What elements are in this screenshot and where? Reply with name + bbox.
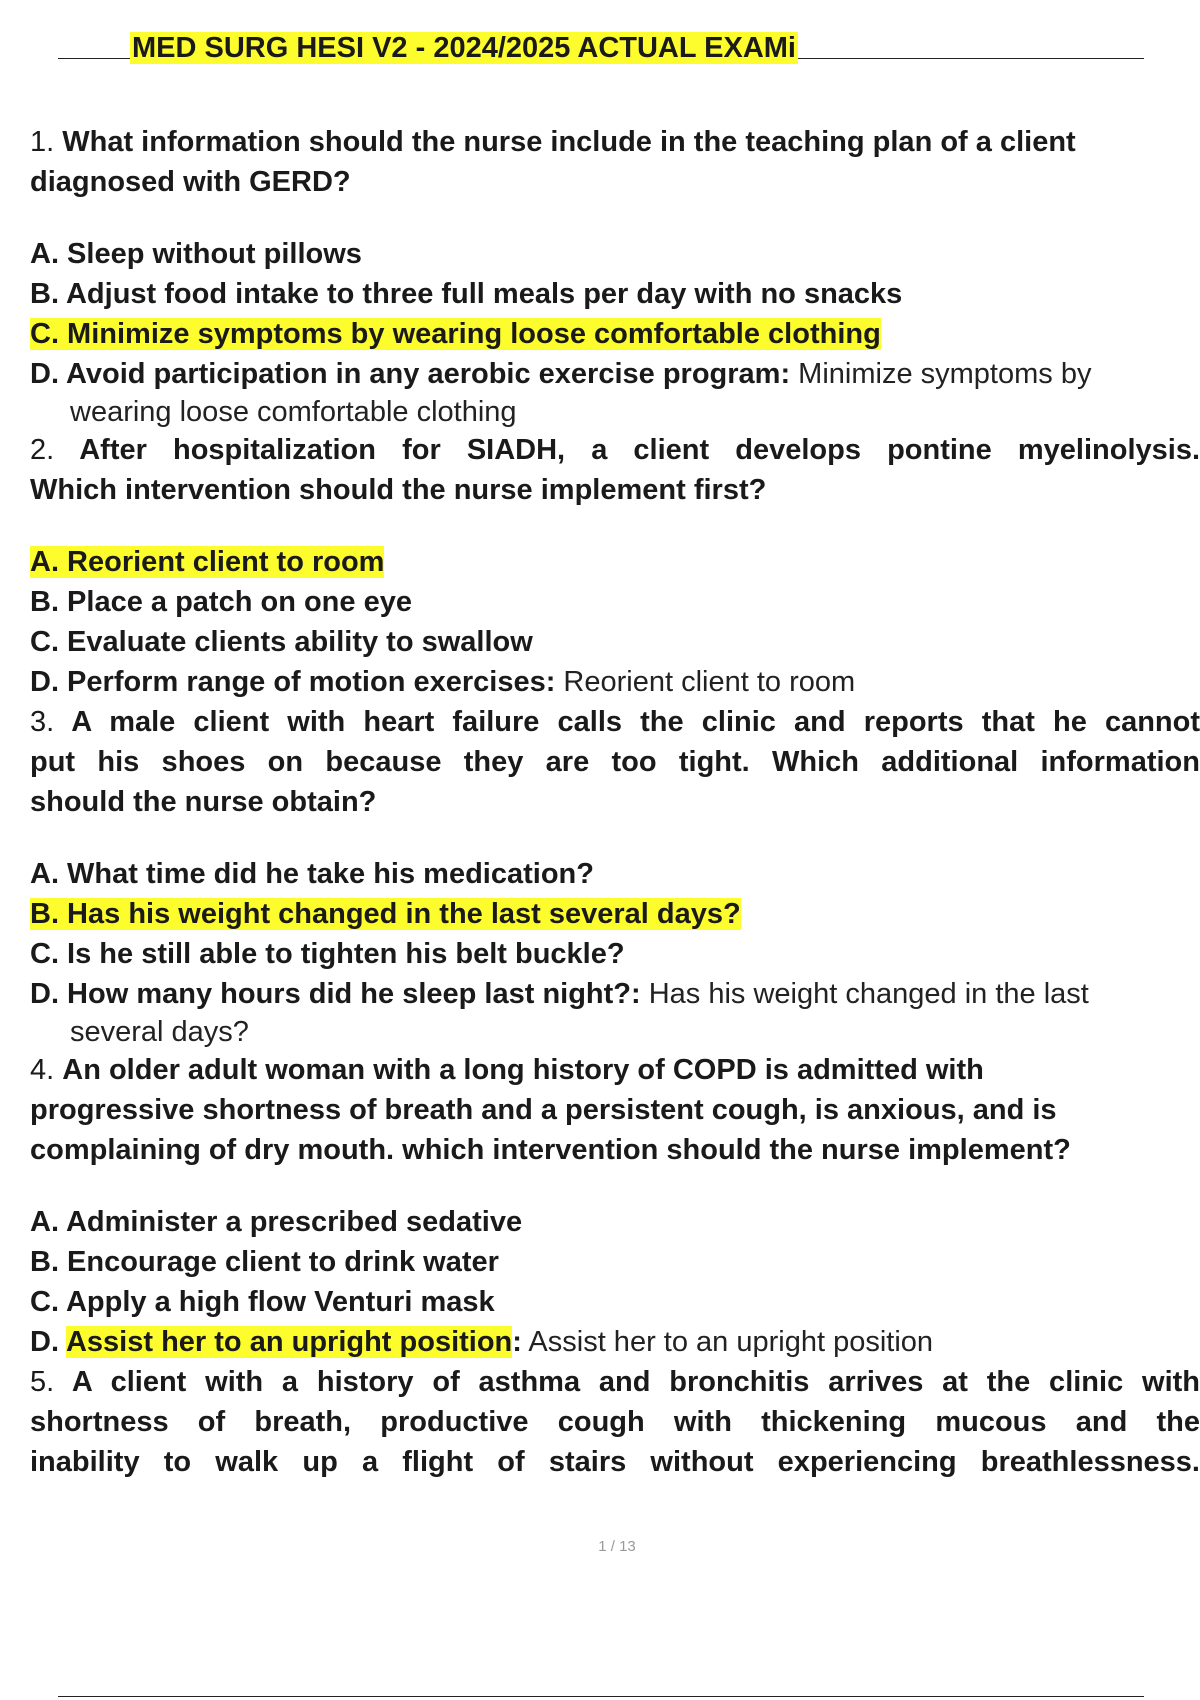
question-4-line-1: 4. An older adult woman with a long history of COPD is admitted with	[30, 1054, 984, 1086]
question-3	[30, 702, 1200, 1050]
document-header	[58, 30, 1144, 70]
option-c: C. Apply a high flow Venturi mask	[30, 1286, 495, 1318]
question-2-line-1: 2. After hospitalization for SIADH, a client develops pontine myelinolysis.	[30, 434, 1200, 466]
option-b: B. Encourage client to drink water	[30, 1246, 499, 1278]
option-d: D. Avoid participation in any aerobic exercise program: Minimize symptoms by	[30, 358, 1092, 390]
question-3-line-1: 3. A male client with heart failure calls the clinic and reports that he cannot	[30, 706, 1200, 738]
option-a: A. Sleep without pillows	[30, 238, 362, 270]
page-number: 1 / 13	[598, 1538, 636, 1555]
question-5-line-3: inability to walk up a flight of stairs without experiencing breathlessness.	[30, 1446, 1200, 1478]
option-b-correct: B. Has his weight changed in the last several days?	[30, 898, 741, 930]
option-c: C. Evaluate clients ability to swallow	[30, 626, 533, 658]
answer-text-continued: several days?	[70, 1016, 249, 1048]
option-b: B. Place a patch on one eye	[30, 586, 412, 618]
footer-rule	[58, 1696, 1144, 1697]
option-b: B. Adjust food intake to three full meals per day with no snacks	[30, 278, 903, 310]
question-4	[30, 1050, 1200, 1362]
option-c: C. Is he still able to tighten his belt buckle?	[30, 938, 625, 970]
question-5	[30, 1362, 1200, 1482]
option-d-correct: D. Assist her to an upright position: Assist her to an upright position	[30, 1326, 934, 1358]
question-4-line-3: complaining of dry mouth. which intervention should the nurse implement?	[30, 1134, 1071, 1166]
option-d: D. How many hours did he sleep last night?: Has his weight changed in the last	[30, 978, 1089, 1010]
answer-text: Minimize symptoms by	[790, 358, 1092, 390]
option-a-correct: A. Reorient client to room	[30, 546, 385, 578]
question-4-line-2: progressive shortness of breath and a persistent cough, is anxious, and is	[30, 1094, 1057, 1126]
option-d: D. Perform range of motion exercises: Reorient client to room	[30, 666, 856, 698]
question-1-line-1: 1. What information should the nurse include in the teaching plan of a client	[30, 126, 1076, 158]
exam-content	[30, 122, 1200, 1482]
question-3-line-3: should the nurse obtain?	[30, 786, 377, 818]
option-a: A. Administer a prescribed sedative	[30, 1206, 523, 1238]
question-1-line-2: diagnosed with GERD?	[30, 166, 351, 198]
question-1	[30, 122, 1200, 430]
answer-text: Has his weight changed in the last	[640, 978, 1089, 1010]
answer-text: Reorient client to room	[555, 666, 856, 698]
question-5-line-1: 5. A client with a history of asthma and bronchitis arrives at the clinic with	[30, 1366, 1200, 1398]
document-title: MED SURG HESI V2 - 2024/2025 ACTUAL EXAMi	[132, 32, 796, 64]
question-3-line-2: put his shoes on because they are too tight. Which additional information	[30, 746, 1200, 778]
question-2-line-2: Which intervention should the nurse implement first?	[30, 474, 767, 506]
option-c-correct: C. Minimize symptoms by wearing loose comfortable clothing	[30, 318, 881, 350]
option-a: A. What time did he take his medication?	[30, 858, 594, 890]
answer-text-continued: wearing loose comfortable clothing	[70, 396, 517, 428]
question-2	[30, 430, 1200, 702]
question-5-line-2: shortness of breath, productive cough with thickening mucous and the	[30, 1406, 1200, 1438]
answer-text: Assist her to an upright position	[521, 1326, 934, 1358]
question-number: 1.	[30, 126, 55, 158]
